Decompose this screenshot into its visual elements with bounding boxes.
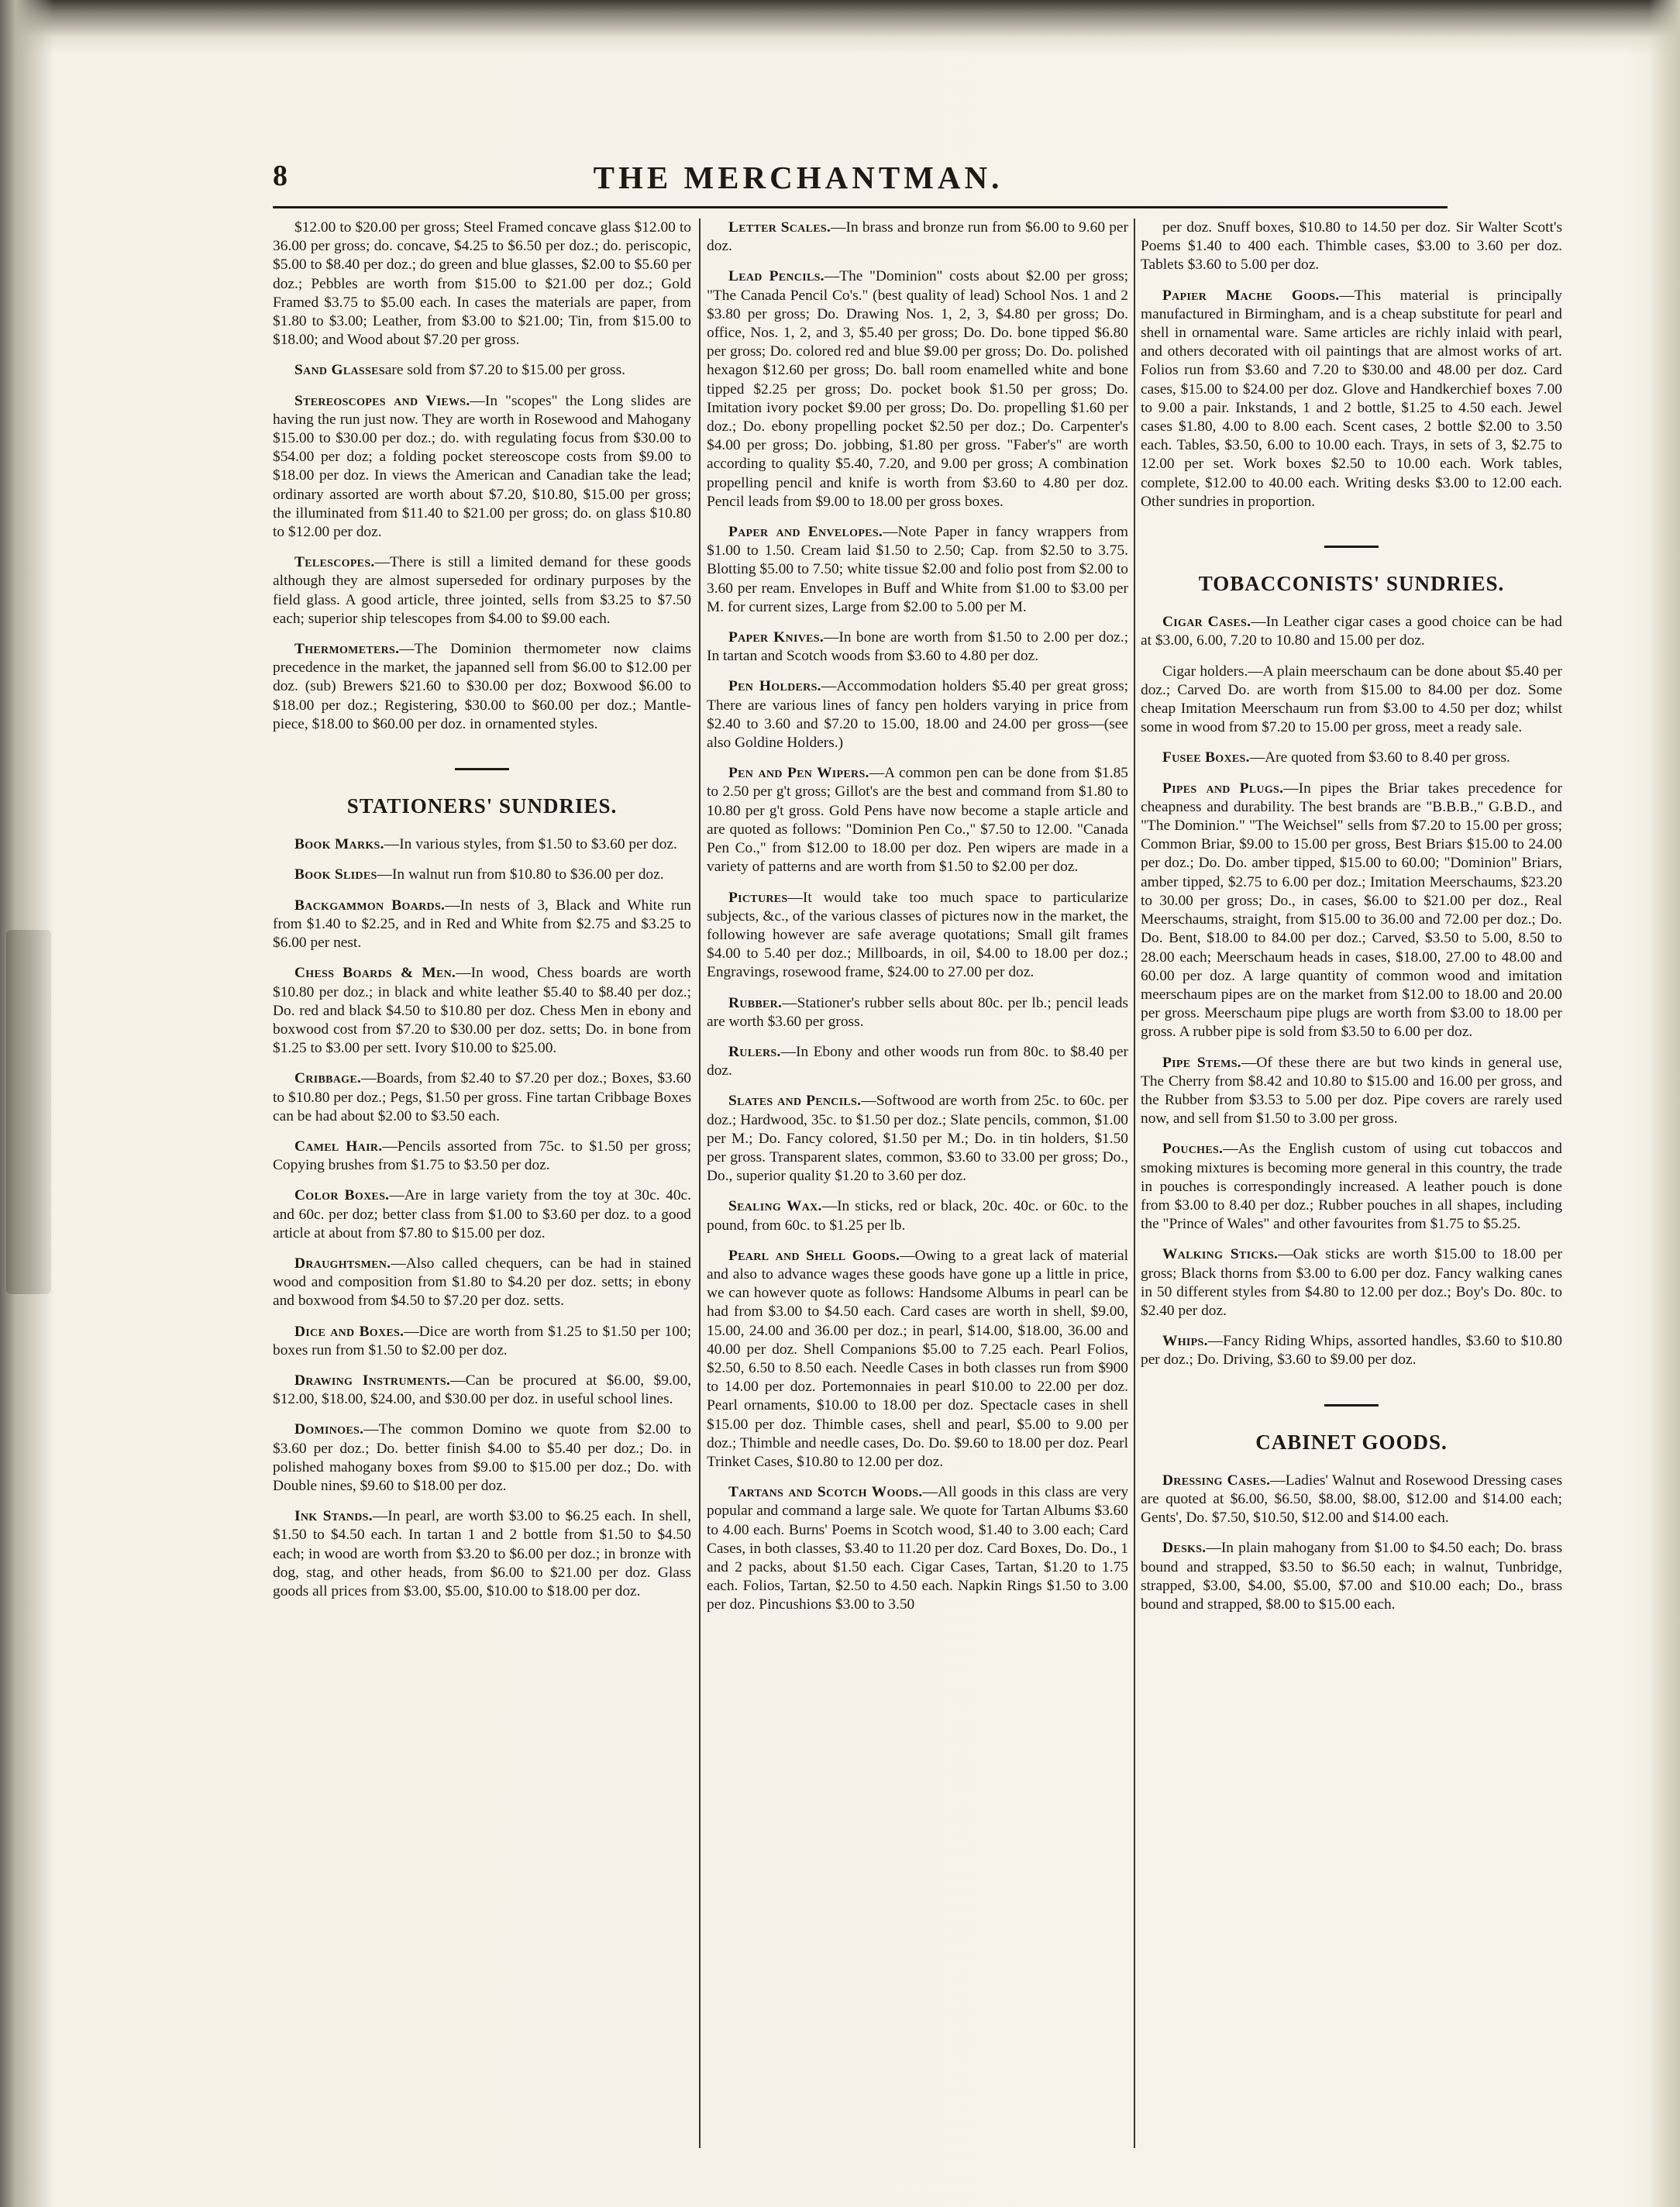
entry-heading: Pipe Stems. <box>1162 1054 1241 1071</box>
entry-text: —In sticks, red or black, 20c. 40c. or 60c. to the pound, from 60c. to $1.25 per lb. <box>707 1198 1128 1234</box>
entry-heading: Fusee Boxes. <box>1162 749 1250 766</box>
article-entry <box>273 1069 691 1126</box>
article-entry <box>707 267 1128 511</box>
entry-heading: Rulers. <box>728 1043 781 1060</box>
entry-heading: Chess Boards & Men. <box>294 965 456 982</box>
entry-heading: Slates and Pencils. <box>728 1093 862 1110</box>
article-entry <box>273 1507 691 1601</box>
article-entry <box>1141 1539 1562 1614</box>
entry-text: —As the English custom of using cut tobaccos and smoking mixtures is becoming more general in this country, the trade in pouches is correspondingly increased. A leather pouch is done from $3.00 to 8.40 per doz.; Rubber pouches in all shapes, including the "Prince of Wales" and other favourites from $1.75 to $5.25. <box>1141 1141 1562 1233</box>
article-entry <box>273 866 691 884</box>
entry-text: —In Leather cigar cases a good choice can be had at $3.00, 6.00, 7.20 to 10.80 and 15.00 per doz. <box>1141 614 1562 649</box>
entry-heading: Whips. <box>1162 1333 1208 1350</box>
article-entry <box>707 1092 1128 1186</box>
entry-heading: Color Boxes. <box>294 1187 390 1204</box>
entry-heading: Cribbage. <box>294 1070 362 1087</box>
entry-heading: Lead Pencils. <box>728 268 825 285</box>
entry-text: Cigar holders.—A plain meerschaum can be done about $5.40 per doz.; Carved Do. are worth from $15.00 to 84.00 per doz. Some cheap Imitation Meerschaum run from $3.00 to 4.50 per doz; whilst some in wood from $7.20 to 15.00 per gross, meet a ready sale. <box>1141 663 1562 736</box>
article-entry <box>1141 1245 1562 1320</box>
entry-heading: Drawing Instruments. <box>294 1372 451 1389</box>
entry-heading: Draughtsmen. <box>294 1255 391 1272</box>
article-entry <box>273 1420 691 1496</box>
entry-text: —Are quoted from $3.60 to 8.40 per gross. <box>1249 749 1510 766</box>
article-entry <box>1141 1472 1562 1528</box>
entry-heading: Paper and Envelopes. <box>728 524 883 541</box>
entry-heading: Desks. <box>1162 1540 1207 1557</box>
section-title: CABINET GOODS. <box>1255 1430 1448 1454</box>
entry-heading: Cigar Cases. <box>1162 614 1251 631</box>
entry-text: —Note Paper in fancy wrappers from $1.00 to 1.50. Cream laid $1.50 to 2.50; Cap. from $2.50 to 3.75. Blotting $5.00 to 7.50; white tissue $2.00 and folio post from $2.00 to 3.60 per ream. Envelopes in Buff and White from $1.00 to $3.00 per M. for current sizes, Large from $2.00 to 5.00 per M. <box>707 524 1128 615</box>
entry-text: —In various styles, from $1.50 to $3.60 per doz. <box>384 836 677 853</box>
article-entry <box>707 1043 1128 1080</box>
entry-text: —Also called chequers, can be had in stained wood and composition from $1.80 to $4.20 per doz. setts; in ebony and boxwood from $4.50 to $7.20 per doz. setts. <box>273 1255 691 1310</box>
entry-heading: Sealing Wax. <box>728 1198 822 1215</box>
article-entry <box>273 897 691 953</box>
section-divider <box>1324 546 1379 548</box>
entry-text: $12.00 to $20.00 per gross; Steel Framed concave glass $12.00 to 36.00 per gross; do. concave, $4.25 to $6.50 per doz.; do. periscopic, $5.00 to $8.40 per doz.; do green and blue glasses, $2.00 to $5.60 per doz.; Pebbles are worth from $15.00 to $21.00 per doz.; Gold Framed $3.75 to $5.00 each. In cases the materials are paper, from $1.80 to $3.00; Leather, from $3.00 to $21.00; Tin, from $15.00 to $18.00; and Wood about $7.20 per gross. <box>273 219 691 349</box>
entry-heading: Dice and Boxes. <box>294 1323 405 1340</box>
masthead-rule <box>273 206 1448 208</box>
section-divider <box>1324 1404 1379 1406</box>
article-entry <box>707 1483 1128 1614</box>
article-entry <box>273 640 691 734</box>
article-entry <box>1141 749 1562 767</box>
entry-heading: Tartans and Scotch Woods. <box>728 1484 923 1501</box>
article-entry <box>1141 287 1562 511</box>
column-1 <box>273 219 691 2171</box>
article-entry <box>1141 1054 1562 1129</box>
entry-text: —In wood, Chess boards are worth $10.80 per doz.; in black and white leather $5.40 to $8.40 per doz.; Do. red and black $4.50 to $10.80 per doz. Chess Men in ebony and boxwood cost from $7.20 to $30.00 per doz. setts; Do. in bone from $1.25 to $3.00 per sett. Ivory $10.00 to $25.00. <box>273 965 691 1057</box>
article-entry <box>1141 219 1562 275</box>
entry-text: —Accommodation holders $5.40 per great gross; There are various lines of fancy pen holders varying in price from $2.40 to 3.60 and $7.20 to 15.00, 18.00 and 24.00 per gross—(see also Goldine Holders.) <box>707 678 1128 752</box>
article-entry <box>273 1323 691 1360</box>
column-2 <box>707 219 1128 2171</box>
entry-text: —In brass and bronze run from $6.00 to 9.60 per doz. <box>707 219 1128 255</box>
article-entry <box>273 219 691 349</box>
article-entry <box>707 677 1128 752</box>
entry-heading: Rubber. <box>728 994 783 1011</box>
article-entry <box>273 1138 691 1175</box>
article-entry <box>1141 663 1562 738</box>
entry-heading: Book Slides <box>294 866 377 883</box>
entry-heading: Ink Stands. <box>294 1508 373 1525</box>
entry-text: —The Dominion thermometer now claims precedence in the market, the japanned sell from $6.00 to $12.00 per doz. (sub) Brewers $21.60 to $30.00 per doz; Boxwood $6.00 to $18.00 per doz.; Registering, $30.00 to $60.00 per doz.; Mantle-piece, $18.00 to $60.00 per doz. in ornamented styles. <box>273 641 691 732</box>
article-entry <box>707 1197 1128 1234</box>
entry-text: —In Ebony and other woods run from 80c. to $8.40 per doz. <box>707 1043 1128 1079</box>
entry-text: —A common pen can be done from $1.85 to 2.50 per g't gross; Gillot's are the best and command from $1.80 to 10.80 per g't gross. Gold Pens have now become a staple article and are quoted as follows: "Dominion Pen Co.," $7.50 to 12.00. "Canada Pen Co.," from $12.00 to 18.00 per doz. Pen wipers are made in a variety of patterns and are worth from $1.50 to $2.00 per doz. <box>707 765 1128 876</box>
scan-right-edge <box>1649 0 1680 2207</box>
entry-text: —In nests of 3, Black and White run from $1.40 to $2.25, and in Red and White from $2.75 and $3.25 to $6.00 per nest. <box>273 897 691 952</box>
entry-text: —In bone are worth from $1.50 to 2.00 per doz.; In tartan and Scotch woods from $3.60 to 4.80 per doz. <box>707 629 1128 665</box>
article-entry <box>273 835 691 854</box>
entry-text: —In "scopes" the Long slides are having the run just now. They are worth in Rosewood and Mahogany $15.00 to $30.00 per doz.; do. with regulating focus from $30.00 to $54.00 per doz; a folding pocket stereoscope costs from $9.00 to $18.00 per doz. In views the American and Canadian take the lead; ordinary assorted are worth about $7.20, $10.80, $15.00 per gross; the illuminated from $11.40 to $21.00 per gross; do. on glass $10.80 to $12.00 per doz. <box>273 392 691 541</box>
section-title: TOBACCONISTS' SUNDRIES. <box>1198 572 1505 596</box>
entry-heading: Letter Scales. <box>728 219 831 236</box>
masthead-title: THE MERCHANTMAN. <box>593 160 1004 195</box>
column-separator-1 <box>699 219 701 2148</box>
entry-text: —All goods in this class are very popular and command a large sale. We quote for Tartan Albums $3.60 to 4.00 each. Burns' Poems in Scotch wood, $1.40 to 3.00 each; Card Cases, in both classes, $3.40 to 11.20 per doz. Card Boxes, Do. Do., 1 and 2 packs, about $1.50 each. Cigar Cases, Tartan, $1.20 to 1.75 each. Folios, Tartan, $2.50 to 4.50 each. Napkin Rings $1.50 to 3.00 per doz. Pincushions $3.00 to 3.50 <box>707 1484 1128 1613</box>
entry-heading: Paper Knives. <box>728 629 824 646</box>
entry-heading: Backgammon Boards. <box>294 897 446 914</box>
article-entry <box>707 523 1128 617</box>
entry-text: —Stationer's rubber sells about 80c. per lb.; pencil leads are worth $3.60 per gross. <box>707 994 1128 1030</box>
article-entry <box>707 764 1128 876</box>
entry-text: —Oak sticks are worth $15.00 to 18.00 per gross; Black thorns from $3.00 to 6.00 per doz. Fancy walking canes in 50 different styles from $4.80 to 12.00 per doz.; Boy's Do. 80c. to $2.40 per doz. <box>1141 1246 1562 1319</box>
entry-heading: Pearl and Shell Goods. <box>728 1247 900 1264</box>
entry-text: —There is still a limited demand for these goods although they are almost superseded for ordinary purposes by the field glass. A good article, three jointed, sells from $3.25 to $7.50 each; superior ship telescopes from $4.00 to $9.00 each. <box>273 554 691 627</box>
entry-text: —In walnut run from $10.80 to $36.00 per doz. <box>377 866 664 883</box>
entry-text: —Can be procured at $6.00, $9.00, $12.00, $18.00, $24.00, and $30.00 per doz. in useful school lines. <box>273 1372 691 1408</box>
entry-heading: Dressing Cases. <box>1162 1472 1271 1489</box>
page-number: 8 <box>273 160 287 192</box>
entry-text: —In pearl, are worth $3.00 to $6.25 each. In shell, $1.50 to $4.50 each. In tartan 1 and 2 bottle from $1.50 to $4.50 each; in wood are worth from $3.20 to $6.00 per doz.; in bronze with dog, stag, and other heads, from $6.00 to $21.00 per doz. Glass goods all prices from $3.00, $5.00, $10.00 to $18.00 per doz. <box>273 1508 691 1599</box>
article-entry <box>1141 780 1562 1042</box>
article-entry <box>707 889 1128 983</box>
entry-text: —The common Domino we quote from $2.00 to $3.60 per doz.; Do. better finish $4.00 to $5.40 per doz.; Do. in polished mahogany boxes from $9.00 to $15.00 per doz.; Do. with Double nines, $9.60 to $18.00 per doz. <box>273 1421 691 1494</box>
scan-top-edge <box>0 0 1680 54</box>
article-entry <box>707 628 1128 666</box>
entry-text: —In pipes the Briar takes precedence for cheapness and durability. The best brands are "B.B.B.," G.B.D., and "The Dominion." "The Weichsel" sells from $7.20 to 15.00 per gross; Common Briar, $9.00 to 15.00 per gross, Best Briars $15.00 to 24.00 per doz.; Do. Do. amber tipped, $15.00 to 60.00; "Dominion" Briars, amber tipped, $2.75 to 6.00 per doz.; Imitation Meerschaums, $23.20 to 30.00 per gross; Do., in cases, $6.00 to $21.00 per doz., Real Meerschaums, straight, from $15.00 to 36.00 and 72.00 per doz.; Do. Do. Bent, $18.00 to 84.00 per doz.; Carved, $3.50 to 5.00, 8.50 to 28.00 each; Meerschaum heads in cases, $18.00, 27.00 to 48.00 and 60.00 per doz. A large quantity of common wood and imitation meerschaum pipes are on the market from $12.00 to 18.00 and 20.00 per gross. Meerschaum pipe plugs are worth from $3.00 to 18.00 per gross. A rubber pipe is sold from $3.50 to 6.00 per doz. <box>1141 780 1562 1041</box>
article-entry <box>273 553 691 628</box>
entry-heading: Pouches. <box>1162 1141 1224 1158</box>
section-title: STATIONERS' SUNDRIES. <box>346 794 618 818</box>
entry-heading: Sand Glasses <box>294 362 385 379</box>
entry-text: —Are in large variety from the toy at 30c. 40c. and 60c. per doz; better class from $1.00 to $3.60 per doz. to a good article at about from $7.80 to $15.00 per doz. <box>273 1187 691 1241</box>
article-entry <box>707 1247 1128 1472</box>
entry-text: —Pencils assorted from 75c. to $1.50 per gross; Copying brushes from $1.75 to $3.50 per doz. <box>273 1138 691 1174</box>
entry-heading: Camel Hair. <box>294 1138 383 1155</box>
entry-text: —Dice are worth from $1.25 to $1.50 per 100; boxes run from $1.50 to $2.00 per doz. <box>273 1323 691 1358</box>
entry-text: —Softwood are worth from 25c. to 60c. per doz.; Hardwood, 35c. to $1.50 per doz.; Slate pencils, common, $1.00 per M.; Do. Fancy colored, $1.50 per M.; Do. in tin holders, $1.50 per gross. Transparent slates, common, $3.60 to 33.00 per gross; Do., Do., superior quality $1.20 to 3.60 per doz. <box>707 1093 1128 1185</box>
entry-heading: Pen Holders. <box>728 678 821 695</box>
entry-heading: Pipes and Plugs. <box>1162 780 1284 797</box>
section-divider <box>455 768 509 770</box>
entry-text: —In plain mahogany from $1.00 to $4.50 each; Do. brass bound and strapped, $3.50 to $6.50 each; in walnut, Tunbridge, strapped, $3.00, $4.00, $5.00, $7.00 and $10.00 each; Do., brass bound and strapped, $8.00 to $15.00 each. <box>1141 1540 1562 1613</box>
article-entry <box>1141 1332 1562 1369</box>
entry-text: —Fancy Riding Whips, assorted handles, $3.60 to $10.80 per doz.; Do. Driving, $3.60 to $9.00 per doz. <box>1141 1333 1562 1369</box>
article-entry <box>273 392 691 542</box>
entry-heading: Thermometers. <box>294 641 400 658</box>
entry-text: —This material is principally manufactured in Birmingham, and is a cheap substitute for pearl and shell in ornamental ware. Same articles are richly inlaid with pearl, and others decorated with oil paintings that are almost works of art. Folios run from $3.60 and 7.20 to $30.00 and 48.00 per doz. Card cases, $15.00 to $24.00 per doz. Glove and Handkerchief boxes 7.00 to 9.00 a pair. Inkstands, 1 and 2 bottle, $1.25 to 4.50 each. Jewel cases $1.80, 4.00 to 8.00 each. Scent cases, 2 bottle $2.00 to 3.50 each. Tables, $3.50, 6.00 to 10.00 each. Trays, in sets of 3, $2.75 to 12.00 per set. Work boxes $2.50 to 10.00 each. Work tables, complete, $12.00 to 40.00 each. Writing desks $3.00 to 12.00 each. Other sundries in proportion. <box>1141 287 1562 510</box>
article-entry <box>1141 1140 1562 1234</box>
entry-heading: Telescopes. <box>294 554 375 571</box>
entry-text: —The "Dominion" costs about $2.00 per gross; "The Canada Pencil Co's." (best quality of lead) School Nos. 1 and 2 $3.80 per gross; Do. Drawing Nos. 1, 2, 3, $4.80 per gross; Do. office, Nos. 1, 2, and 3, $5.40 per gross; Do. Do. bone tipped $6.80 per gross; Do. colored red and blue $9.00 per gross; Do. Do. polished hexagon $12.60 per gross; Do. ball room enamelled white and bone tipped $2.25 per gross; Do. pocket book $1.50 per gross; Do. Imitation ivory pocket $9.00 per gross; Do. Do. propelling $1.60 per doz.; Do. ebony propelling pocket $2.50 per doz.; Do. Carpenter's $4.00 per gross; Do. jobbing, $1.80 per gross. "Faber's" are worth according to quality $5.40, 7.20, and 9.00 per gross; A combination propelling pencil and knife is worth from $3.60 to 4.80 per doz. Pencil leads from $9.00 to 18.00 per gross boxes. <box>707 268 1128 510</box>
entry-heading: Papier Mache Goods. <box>1162 287 1340 304</box>
column-separator-2 <box>1134 219 1135 2148</box>
article-entry <box>707 994 1128 1031</box>
entry-text: —Of these there are but two kinds in general use, The Cherry from $8.42 and 10.80 to $15.00 and 16.00 per gross, and the Rubber from $3.53 to 5.00 per doz. Pipe covers are rarely used now, and sell from $1.50 to 3.00 per gross. <box>1141 1054 1562 1128</box>
entry-heading: Stereoscopes and Views. <box>294 392 470 409</box>
column-3 <box>1141 219 1562 2171</box>
paper-stain <box>6 930 51 1294</box>
entry-text: are sold from $7.20 to $15.00 per gross. <box>384 362 625 379</box>
entry-heading: Walking Sticks. <box>1162 1246 1279 1263</box>
article-entry <box>273 1372 691 1409</box>
article-entry <box>1141 613 1562 650</box>
article-entry <box>273 964 691 1058</box>
article-entry <box>707 219 1128 256</box>
entry-text: —Boards, from $2.40 to $7.20 per doz.; Boxes, $3.60 to $10.80 per doz.; Pegs, $1.50 per gross. Fine tartan Cribbage Boxes can be had about $2.00 to $3.50 each. <box>273 1070 691 1124</box>
entry-heading: Book Marks. <box>294 836 384 853</box>
entry-text: —Owing to a great lack of material and also to advance wages these goods have gone up a little in price, we can however quote as follows: Handsome Albums in pearl can be had from $3.00 to $4.50 each. Card cases are worth in shell, $9.00, 15.00, 24.00 and 36.00 per doz.; in pearl, $14.00, $18.00, 36.00 and 40.00 per doz. Shell Companions $5.00 to 7.25 each. Pearl Folios, $2.50, 6.50 to 8.50 each. Needle Cases in both classes run from $900 to 14.00 per doz. Portemonnaies in pearl $10.00 to 22.00 per doz. Pearl ornaments, $10.00 to 18.00 per doz. Spectacle cases in shell $15.00 per doz. Thimble cases, shell and pearl, $5.00 to 9.00 per doz.; Thimble and needle cases, Do. Do. $9.60 to 18.00 per doz. Pearl Trinket Cases, $10.80 to 12.00 per doz. <box>707 1247 1128 1470</box>
entry-heading: Pen and Pen Wipers. <box>728 765 869 782</box>
entry-heading: Pictures <box>728 889 788 906</box>
entry-text: per doz. Snuff boxes, $10.80 to 14.50 per doz. Sir Walter Scott's Poems $1.40 to 400 each. Thimble cases, $3.00 to 3.60 per doz. Tablets $3.60 to 5.00 per doz. <box>1141 219 1562 274</box>
article-entry <box>273 1186 691 1243</box>
entry-text: —Ladies' Walnut and Rosewood Dressing cases are quoted at $6.00, $6.50, $8.00, $8.00, $12.00 and $14.00 each; Gents', Do. $7.50, $10.50, $12.00 and $14.00 each. <box>1141 1472 1562 1527</box>
article-entry <box>273 1255 691 1311</box>
entry-text: —It would take too much space to particularize subjects, &c., of the various classes of pictures now in the market, the following however are safe average quotations; Small gilt frames $4.00 to 5.40 per doz.; Millboards, in oil, $4.00 to 18.00 per doz.; Engravings, rosewood frame, $24.00 to 27.00 per doz. <box>707 889 1128 981</box>
article-entry <box>273 361 691 380</box>
entry-heading: Dominoes. <box>294 1421 364 1438</box>
